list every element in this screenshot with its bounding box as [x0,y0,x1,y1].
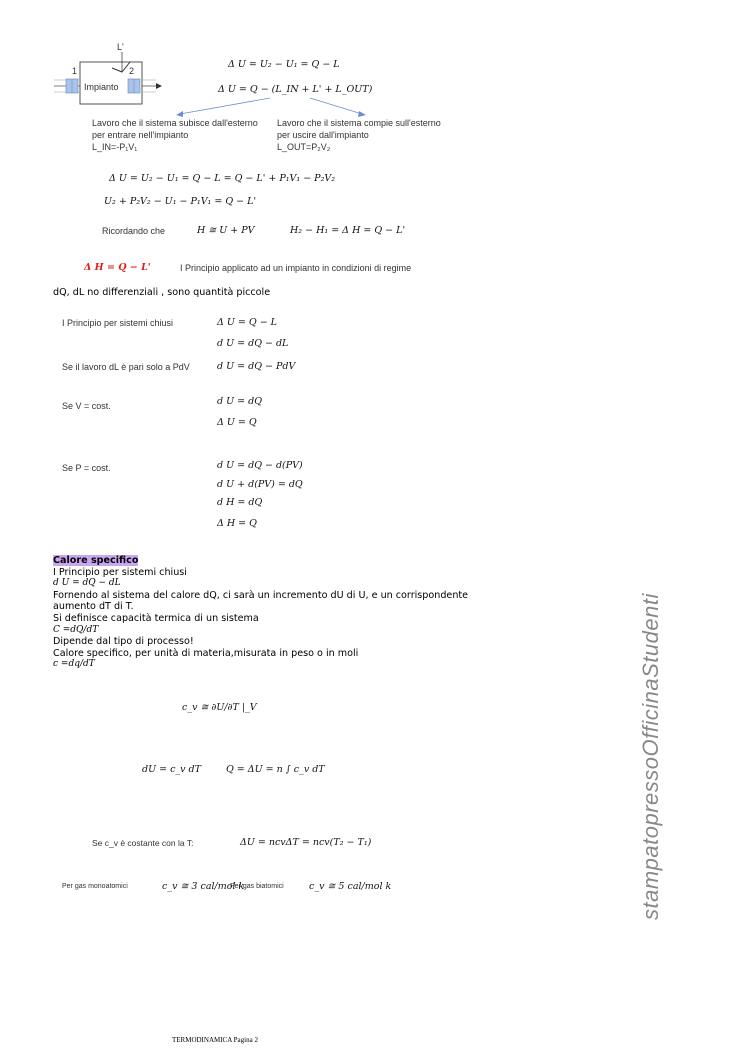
row2-eq: d U = dQ − PdV [217,361,296,372]
calore-title: Calore specifico [53,555,139,566]
eq-h-def: H ≅ U + PV [197,225,255,236]
page-footer: TERMODINAMICA Pagina 2 [172,1036,258,1044]
q-integral: Q = ΔU = n ∫ c_v dT [226,764,325,775]
note-left-3: L_IN=-P₁V₁ [92,142,138,152]
arrows-svg [170,96,380,120]
eq-h-diff: H₂ − H₁ = Δ H = Q − L' [290,225,406,236]
eq-delta-u-2: Δ U = Q − (L_IN + L' + L_OUT) [218,84,373,95]
calore-section [53,555,468,671]
calore-line7: Dipende dal tipo di processo! [53,636,194,648]
eq-enthalpy-sum: U₂ + P₂V₂ − U₁ − P₁V₁ = Q − L' [104,196,257,207]
label-impianto: Impianto [84,82,119,92]
mono-eq: c_v ≅ 3 cal/mol k [162,881,245,892]
cv-definition: c_v ≅ ∂U/∂T |_V [182,702,257,713]
row4-eq4: Δ H = Q [217,518,257,529]
watermark-text: stampatopressoOfficinaStudenti [638,593,663,920]
row1-eq2: d U = dQ − dL [217,338,289,349]
ricordando-che: Ricordando che [102,226,166,236]
mono-label: Per gas monoatomici [62,883,128,890]
du-const-eq: ΔU = ncvΔT = ncv(T₂ − T₁) [240,837,372,848]
note-left-2: per entrare nell'impianto [92,130,189,140]
label-l-prime: L' [117,42,124,52]
row4-eq2: d U + d(PV) = dQ [217,479,303,490]
eq-delta-h-red: Δ H = Q − L' [84,262,151,273]
diagram-svg [52,48,162,108]
eq-delta-u-1: Δ U = U₂ − U₁ = Q − L [228,59,340,70]
calore-line2: d U = dQ − dL [53,578,121,589]
bi-label: Per gas biatomici [230,883,284,890]
note-right-2: per uscire dall'impianto [277,130,369,140]
dq-dl-text: dQ, dL no differenziali , sono quantità piccole [53,287,271,298]
calore-line4: aumento dT di T. [53,601,134,613]
du-cv-dt: dU = c_v dT [142,764,201,775]
calore-line9: c =dq/dT [53,659,95,670]
row3-eq2: Δ U = Q [217,417,257,428]
row4-eq3: d H = dQ [217,497,263,508]
note-right-1: Lavoro che il sistema compie sull'esterno [277,118,441,128]
calore-line8: Calore specifico, per unità di materia,misurata in peso o in moli [53,647,359,659]
label-2: 2 [129,66,135,76]
bi-eq: c_v ≅ 5 cal/mol k [309,881,392,892]
calore-line5: Si definisce capacità termica di un sistema [53,612,259,624]
regime-caption: I Principio applicato ad un impianto in condizioni di regime [180,263,412,273]
note-right-3: L_OUT=P₂V₂ [277,142,331,152]
row1-label: I Principio per sistemi chiusi [62,318,174,328]
label-1: 1 [72,66,78,76]
calore-line1: I Principio per sistemi chiusi [53,566,187,578]
row1-eq1: Δ U = Q − L [217,317,277,328]
calore-line3: Fornendo al sistema del calore dQ, ci sarà un incremento dU di U, e un corrispondente [53,589,469,601]
calore-line6: C =dQ/dT [53,624,99,635]
row3-eq1: d U = dQ [217,396,262,407]
se-cv-costante: Se c_v è costante con la T: [92,838,194,848]
row4-label: Se P = cost. [62,463,111,473]
row3-label: Se V = cost. [62,401,111,411]
row4-eq1: d U = dQ − d(PV) [217,460,303,471]
eq-delta-u-3: Δ U = U₂ − U₁ = Q − L = Q − L' + P₁V₁ − P₂V₂ [109,173,336,184]
note-left-1: Lavoro che il sistema subisce dall'esterno [92,118,258,128]
row2-label: Se il lavoro dL è pari solo a PdV [62,362,190,372]
